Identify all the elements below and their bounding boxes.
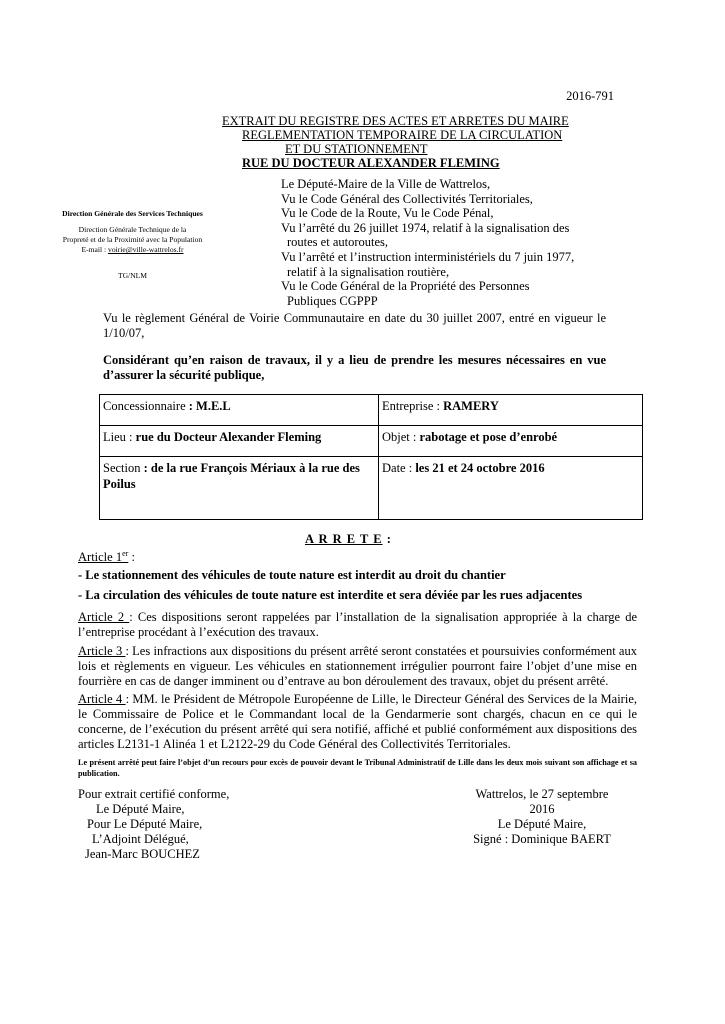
vu-line: Vu l’arrêté du 26 juillet 1974, relatif à la signalisation des — [281, 220, 570, 235]
signature-left-line: Pour Le Député Maire, — [87, 817, 203, 831]
sidebar-email-label: E-mail : — [81, 245, 109, 254]
signature-left-line: Le Député Maire, — [96, 802, 185, 816]
article-2-label: Article 2 — [78, 610, 130, 624]
article-1-label: Article 1er : — [78, 549, 135, 565]
vu-line: Le Député-Maire de la Ville de Wattrelos, — [281, 177, 491, 191]
sidebar-line-1: Direction Générale Technique de la — [78, 225, 187, 234]
considerant-paragraph: Considérant qu’en raison de travaux, il y a lieu de prendre les mesures nécessaires en vue d’assurer la sécurité publique, — [103, 353, 606, 382]
vu-line: routes et autoroutes, — [287, 235, 389, 250]
vu-line: Vu le Code Général de la Propriété des Personnes — [281, 279, 530, 294]
signature-right-line: Wattrelos, le 27 septembre 2016 — [475, 787, 609, 816]
reglement-paragraph: Vu le règlement Général de Voirie Communautaire en date du 30 juillet 2007, entré en vigueur le 1/10/07, — [103, 311, 606, 340]
sidebar-line-2: Propreté et de la Proximité avec la Population — [62, 235, 203, 244]
vu-line: Vu l’arrêté et l’instruction interministériels du 7 juin 1977, — [281, 249, 575, 264]
document-number: 2016-791 — [566, 89, 614, 103]
vu-line: Vu le Code Général des Collectivités Territoriales, — [281, 191, 533, 206]
article-1-line-1: - Le stationnement des véhicules de toute nature est interdit au droit du chantier — [78, 568, 506, 582]
vu-line: Publiques CGPPP — [287, 293, 378, 308]
recours-notice: Le présent arrêté peut faire l’objet d’un recours pour excès de pouvoir devant le Tribunal Administratif de Lille dans les deux mois suivant son affichage et sa publication. — [78, 758, 637, 778]
sidebar-service-info — [50, 209, 215, 281]
date-cell: Date : les 21 et 24 octobre 2016 — [379, 457, 643, 520]
signature-left-line: Pour extrait certifié conforme, — [78, 787, 230, 801]
vu-line: relatif à la signalisation routière, — [287, 264, 450, 279]
lieu-value: rue du Docteur Alexander Fleming — [135, 430, 322, 444]
sidebar-email-link[interactable]: voirie@ville-wattrelos.fr — [108, 245, 184, 254]
section-value: : de la rue François Mériaux à la rue des Poilus — [103, 461, 360, 491]
article-4-label: Article 4 — [78, 692, 126, 706]
article-2: Article 2 : Ces dispositions seront rappelées par l’installation de la signalisation appropriée à la charge de l’entreprise procédant à l’exécution des travaux. — [78, 610, 637, 639]
concessionnaire-cell: Concessionnaire : M.E.L — [100, 395, 379, 426]
section-cell: Section : de la rue François Mériaux à la rue des Poilus — [100, 457, 379, 520]
entreprise-value: RAMERY — [443, 399, 499, 413]
signature-left-line: L’Adjoint Délégué, — [92, 832, 189, 846]
vu-line: Vu le Code de la Route, Vu le Code Pénal, — [281, 206, 494, 221]
date-value: les 21 et 24 octobre 2016 — [415, 461, 545, 475]
article-4: Article 4 : MM. le Président de Métropole Européenne de Lille, le Directeur Général des Services de la Mairie, le Commissaire de Police et le Commandant local de la Gendarmerie sont chargés, chacun en ce qui le concerne, de l’exécution du présent arrêté qui sera notifié, affiché et publié conformément aux dispositions des articles L2131-1 Alinéa 1 et L2122-29 du Code Général des Collectivités Territoriales. — [78, 692, 637, 751]
signature-left — [78, 787, 229, 862]
heading-line-2: REGLEMENTATION TEMPORAIRE DE LA CIRCULATION — [242, 128, 563, 142]
signature-right-line: Le Député Maire, — [497, 817, 587, 831]
legal-references — [281, 177, 581, 308]
signature-right-name: Signé : Dominique BAERT — [473, 832, 611, 846]
lieu-cell: Lieu : rue du Docteur Alexander Fleming — [100, 426, 379, 457]
sidebar-direction: Direction Générale des Services Techniques — [62, 209, 203, 218]
article-1-line-2: - La circulation des véhicules de toute nature est interdite et sera déviée par les rues adjacentes — [78, 588, 583, 602]
arrete-title: A R R E T E : — [305, 532, 392, 546]
document-heading — [222, 114, 602, 170]
sidebar-reference: TG/NLM — [117, 271, 148, 280]
article-3: Article 3 : Les infractions aux dispositions du présent arrêté seront constatées et poursuivies conformément aux lois et règlements en vigueur. Les véhicules en stationnement irrégulier pourront faire l’objet d’une mise en fourrière en cas de danger imminent ou d’entrave au bon déroulement des travaux, objet du présent arrêté. — [78, 644, 637, 688]
signature-left-name: Jean-Marc BOUCHEZ — [85, 847, 200, 861]
entreprise-cell: Entreprise : RAMERY — [379, 395, 643, 426]
signature-right — [462, 787, 622, 847]
objet-value: rabotage et pose d’enrobé — [419, 430, 558, 444]
heading-street: RUE DU DOCTEUR ALEXANDER FLEMING — [242, 156, 500, 170]
concessionnaire-value: : M.E.L — [188, 399, 231, 413]
heading-line-3: ET DU STATIONNEMENT — [285, 142, 428, 156]
heading-line-1: EXTRAIT DU REGISTRE DES ACTES ET ARRETES DU MAIRE — [222, 114, 569, 128]
objet-cell: Objet : rabotage et pose d’enrobé — [379, 426, 643, 457]
article-3-label: Article 3 — [78, 644, 126, 658]
info-table — [99, 394, 643, 520]
sidebar-email-line — [50, 245, 215, 255]
